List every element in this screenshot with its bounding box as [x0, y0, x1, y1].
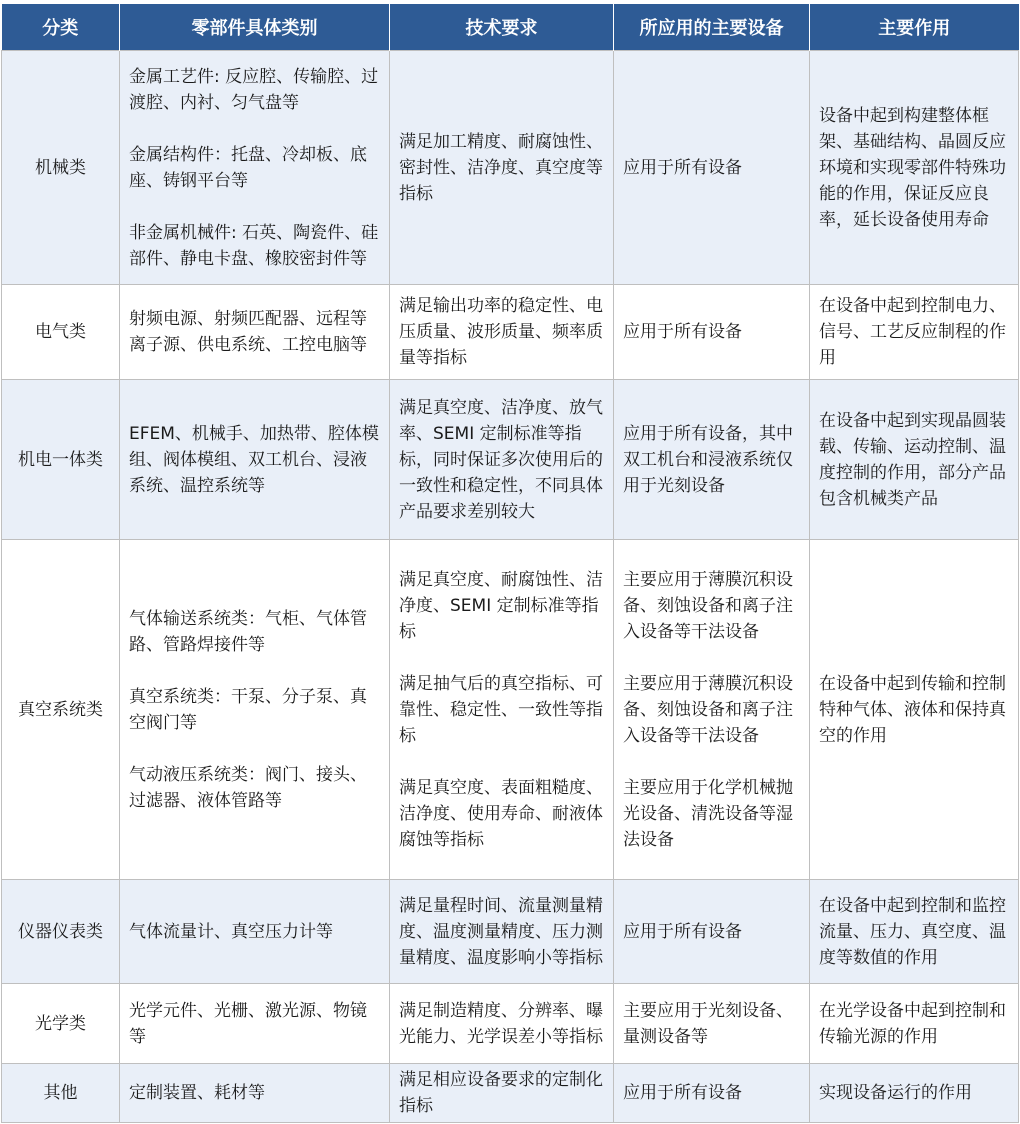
- parts-item: 气体输送系统类：气柜、气体管路、管路焊接件等: [129, 608, 367, 655]
- category-cell: 机电一体类: [2, 380, 120, 540]
- header-tech: 技术要求: [390, 4, 614, 51]
- header-category: 分类: [2, 4, 120, 51]
- equipment-cell: 应用于所有设备: [614, 51, 810, 285]
- equipment-item: 主要应用于薄膜沉积设备、刻蚀设备和离子注入设备等干法设备: [623, 569, 793, 642]
- equipment-cell: 应用于所有设备: [614, 880, 810, 984]
- equipment-item: 主要应用于薄膜沉积设备、刻蚀设备和离子注入设备等干法设备: [623, 673, 793, 746]
- header-parts: 零部件具体类别: [120, 4, 390, 51]
- category-cell: 机械类: [2, 51, 120, 285]
- table-row: [2, 51, 1019, 285]
- tech-cell: 满足制造精度、分辨率、曝光能力、光学误差小等指标: [390, 984, 614, 1064]
- parts-item: 气动液压系统类：阀门、接头、过滤器、液体管路等: [129, 764, 367, 811]
- table-row: [2, 285, 1019, 380]
- equipment-cell: [614, 540, 810, 880]
- tech-cell: 满足输出功率的稳定性、电压质量、波形质量、频率质量等指标: [390, 285, 614, 380]
- table-row: [2, 880, 1019, 984]
- category-cell: 电气类: [2, 285, 120, 380]
- equipment-cell: 主要应用于光刻设备、量测设备等: [614, 984, 810, 1064]
- tech-cell: 满足真空度、洁净度、放气率、SEMI 定制标准等指标，同时保证多次使用后的一致性和稳定性，不同具体产品要求差别较大: [390, 380, 614, 540]
- tech-item: 满足真空度、表面粗糙度、洁净度、使用寿命、耐液体腐蚀等指标: [399, 777, 603, 850]
- parts-item: 金属结构件：托盘、冷却板、底座、铸钢平台等: [129, 144, 367, 191]
- category-cell: 真空系统类: [2, 540, 120, 880]
- component-table: [1, 4, 1019, 1123]
- parts-cell: 射频电源、射频匹配器、远程等离子源、供电系统、工控电脑等: [120, 285, 390, 380]
- parts-cell: [120, 540, 390, 880]
- role-cell: 在设备中起到实现晶圆装载、传输、运动控制、温度控制的作用，部分产品包含机械类产品: [810, 380, 1019, 540]
- tech-cell: [390, 540, 614, 880]
- role-cell: 在设备中起到控制和监控流量、压力、真空度、温度等数值的作用: [810, 880, 1019, 984]
- role-cell: 在设备中起到传输和控制特种气体、液体和保持真空的作用: [810, 540, 1019, 880]
- equipment-cell: 应用于所有设备: [614, 1064, 810, 1123]
- category-cell: 其他: [2, 1064, 120, 1123]
- tech-cell: 满足加工精度、耐腐蚀性、密封性、洁净度、真空度等指标: [390, 51, 614, 285]
- tech-item: 满足真空度、耐腐蚀性、洁净度、SEMI 定制标准等指标: [399, 569, 603, 642]
- role-cell: 在设备中起到控制电力、信号、工艺反应制程的作用: [810, 285, 1019, 380]
- table-row: [2, 1064, 1019, 1123]
- parts-cell: 光学元件、光栅、激光源、物镜等: [120, 984, 390, 1064]
- table-row: [2, 380, 1019, 540]
- equipment-cell: 应用于所有设备: [614, 285, 810, 380]
- parts-cell: EFEM、机械手、加热带、腔体模组、阀体模组、双工机台、浸液系统、温控系统等: [120, 380, 390, 540]
- equipment-item: 主要应用于化学机械抛光设备、清洗设备等湿法设备: [623, 777, 793, 850]
- parts-item: 真空系统类：干泵、分子泵、真空阀门等: [129, 686, 367, 733]
- category-cell: 光学类: [2, 984, 120, 1064]
- category-cell: 仪器仪表类: [2, 880, 120, 984]
- parts-item: 非金属机械件: 石英、陶瓷件、硅部件、静电卡盘、橡胶密封件等: [129, 222, 379, 269]
- tech-cell: 满足相应设备要求的定制化指标: [390, 1064, 614, 1123]
- header-role: 主要作用: [810, 4, 1019, 51]
- parts-cell: [120, 51, 390, 285]
- equipment-cell: 应用于所有设备，其中双工机台和浸液系统仅用于光刻设备: [614, 380, 810, 540]
- role-cell: 在光学设备中起到控制和传输光源的作用: [810, 984, 1019, 1064]
- role-cell: 实现设备运行的作用: [810, 1064, 1019, 1123]
- table-row: [2, 540, 1019, 880]
- role-cell: 设备中起到构建整体框架、基础结构、晶圆反应环境和实现零部件特殊功能的作用，保证反应良率，延长设备使用寿命: [810, 51, 1019, 285]
- tech-item: 满足抽气后的真空指标、可靠性、稳定性、一致性等指标: [399, 673, 603, 746]
- header-equipment: 所应用的主要设备: [614, 4, 810, 51]
- parts-cell: 气体流量计、真空压力计等: [120, 880, 390, 984]
- table-row: [2, 984, 1019, 1064]
- tech-cell: 满足量程时间、流量测量精度、温度测量精度、压力测量精度、温度影响小等指标: [390, 880, 614, 984]
- header-row: [2, 4, 1019, 51]
- parts-cell: 定制装置、耗材等: [120, 1064, 390, 1123]
- parts-item: 金属工艺件: 反应腔、传输腔、过渡腔、内衬、匀气盘等: [129, 66, 379, 113]
